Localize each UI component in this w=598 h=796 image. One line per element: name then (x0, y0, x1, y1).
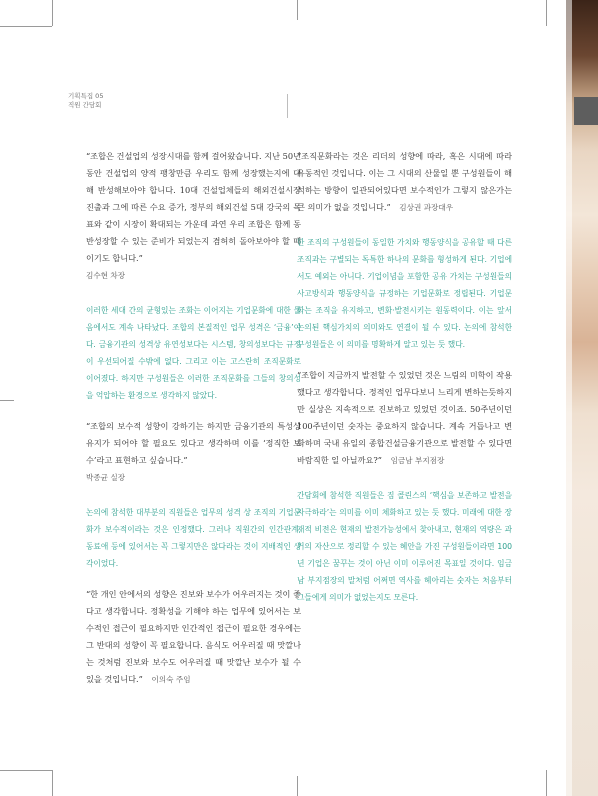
crop-mark (0, 400, 14, 401)
header-divider (287, 94, 288, 118)
speaker-name: 김수현 차장 (86, 271, 126, 280)
header-subtitle: 직원 간담회 (68, 101, 102, 109)
teal-paragraph: 간담회에 참석한 직원들은 짐 콜린스의 ‘핵심을 보존하고 발전을 자극하라’는 의미를 이미 체화하고 있는 듯 했다. 미래에 대한 장재적 비전은 현재의 발전가능성에서 찾아내고, 현재의 역량은 과거의 자산으로 정리할 수 있는 혜안을 가진 구성원들이라면 100년 기업은 꿈꾸는 것이 아닌 이미 이루어진 목표일 것이다. 임금남 부지점장의 말처럼 어쩌면 역사를 헤아리는 숫자는 처음부터 그들에게 의미가 없었는지도 모른다. (297, 491, 512, 602)
quote-block (86, 148, 301, 267)
quote-text: “조직문화라는 것은 리더의 성향에 따라, 혹은 시대에 따라 유동적인 것입니다. 이는 그 시대의 산물일 뿐 구성원들이 해석하는 방향이 일관되어있다면 보수적인가 그렇지 않은가는 큰 의미가 없을 것입니다.” (297, 151, 512, 212)
teal-paragraph: 논의에 참석한 대부분의 직원들은 업무의 성격 상 조직의 기업문화가 보수적이라는 것은 인정했다. 그러나 직원간의 인간관계, 동료애 등에 있어서는 꼭 그렇지만은 않다라는 것이 지배적인 생각이었다. (86, 508, 301, 568)
quote-text: “조합이 지금까지 발전할 수 있었던 것은 느림의 미학이 작용했다고 생각합니다. 정적인 업무다보니 느리게 변하는듯하지만 실상은 지속적으로 진보하고 있었던 것이죠. 50주년이던 100주년이던 숫자는 중요하지 않습니다. 계속 거듭나고 변화하며 국내 유일의 종합건설금융기관으로 발전할 수 있다면 바람직한 일 아닐까요?” (297, 370, 512, 465)
side-photo-fade (566, 0, 572, 796)
crop-mark (297, 776, 298, 796)
header-section-label: 기획특집 05 (68, 92, 104, 100)
speaker-name: 임금남 부지점장 (390, 456, 445, 465)
speaker-name: 김상권 과장대우 (399, 203, 454, 212)
crop-mark (0, 770, 52, 771)
crop-mark (546, 0, 547, 26)
quote-block (86, 418, 301, 469)
quote-text: “한 개인 안에서의 성향은 진보와 보수가 어우러지는 것이 좋다고 생각합니다. 정확성을 기해야 하는 업무에 있어서는 보수적인 접근이 필요하지만 인간적인 접근이 필요한 경우에는 그 반대의 성향이 꼭 필요합니다. 음식도 어우러질 때 맛깔나는 것처럼 진보와 보수도 어우러질 때 맛깔난 보수가 될 수 있을 것입니다.” (86, 589, 301, 684)
teal-paragraph: 한 조직의 구성원들이 동일한 가치와 행동양식을 공유할 때 다른 조직과는 구별되는 독특한 하나의 문화를 형성하게 된다. 기업에서도 예외는 아니다. 기업이념을 포함한 공유 가치는 구성원들의 사고방식과 행동양식을 규정하는 기업문화로 정립된다. 기업문화는 조직을 유지하고, 변화·발전시키는 원동력이다. 이는 앞서 논의된 핵심가치의 의미와도 연결이 될 수 있다. 논의에 참석한 구성원들은 이 의미를 명확하게 알고 있는 듯 했다. (297, 238, 512, 349)
crop-mark (52, 0, 53, 26)
crop-mark (52, 770, 53, 796)
section-tab (574, 97, 598, 125)
crop-mark (297, 0, 298, 20)
crop-mark (546, 770, 547, 796)
teal-paragraph: 이러한 세대 간의 균형있는 조화는 이어지는 기업문화에 대한 물음에서도 계속 나타났다. 조합의 본질적인 업무 성격은 ‘금융’이다. 금융기관의 성격상 유연성보다는 시스템, 창의성보다는 규정이 우선되어질 수밖에 없다. 그리고 이는 고스란히 조직문화로 이어졌다. 하지만 구성원들은 이러한 조직문화를 그들의 창의성을 억압하는 환경으로 생각하지 않았다. (86, 306, 301, 400)
right-column (297, 148, 512, 606)
speaker-name: 박종균 실장 (86, 473, 126, 482)
quote-text: “조합의 보수적 성향이 강하기는 하지만 금융기관의 특성상 유지가 되어야 할 필요도 있다고 생각하며 이를 ‘정직한 보수’라고 표현하고 싶습니다.” (86, 421, 301, 465)
quote-text: “조합은 건설업의 성장시대를 함께 걸어왔습니다. 지난 50년 동안 건설업의 양적 팽창만큼 우리도 함께 성장했는지에 대해 반성해보아야 합니다. 10대 건설업체들의 해외건설시장 진출과 그에 따른 수요 증가, 정부의 해외건설 5대 강국의 목표와 같이 시장이 확대되는 가운데 과연 우리 조합은 함께 동반성장할 수 있는 준비가 되었는지 겸허히 돌아보아야 할 때이기도 합니다.” (86, 151, 301, 263)
running-header (68, 92, 103, 110)
left-column (86, 148, 301, 688)
quote-block (297, 148, 512, 216)
crop-mark (0, 26, 52, 27)
speaker-name: 이의숙 주임 (151, 675, 191, 684)
quote-block (297, 367, 512, 469)
quote-block (86, 586, 301, 688)
